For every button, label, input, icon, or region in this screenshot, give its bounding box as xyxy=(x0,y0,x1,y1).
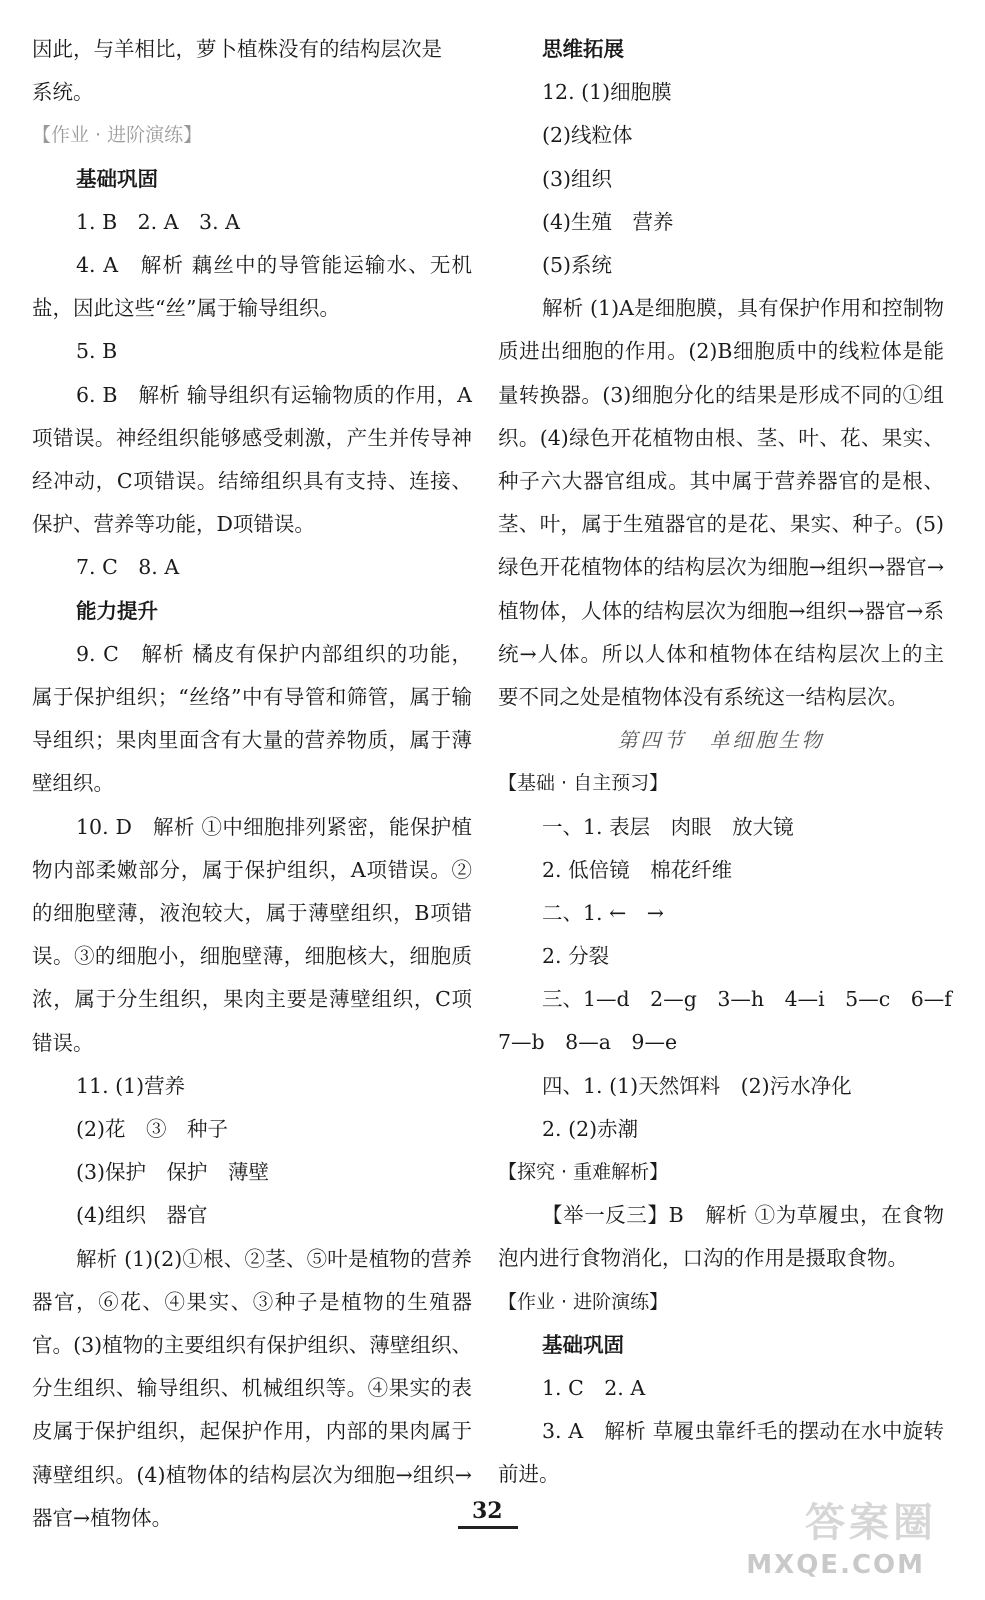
answer-1-2: 1. C 2. A xyxy=(542,1376,646,1400)
answer-12-2: (2)线粒体 xyxy=(542,123,633,148)
watermark-logo: 答案圈 xyxy=(805,1500,937,1546)
answer-11-1: 11. (1)营养 xyxy=(76,1073,186,1098)
preview-line-8: 2. (2)赤潮 xyxy=(542,1116,639,1141)
section-bracket-basic: 【基础 · 自主预习】 xyxy=(498,772,669,795)
section-bracket-explore: 【探究 · 重难解析】 xyxy=(498,1161,669,1184)
section-bracket-homework: 【作业 · 进阶演练】 xyxy=(32,124,203,147)
section-bracket-homework-2: 【作业 · 进阶演练】 xyxy=(498,1290,669,1313)
heading-basic: 基础巩固 xyxy=(76,166,158,191)
preview-line-7: 四、1. (1)天然饵料 (2)污水净化 xyxy=(542,1073,852,1098)
answer-11-2: (2)花 ③ 种子 xyxy=(76,1116,229,1141)
page-number: 32 xyxy=(472,1498,503,1524)
heading-basic-2: 基础巩固 xyxy=(542,1332,624,1357)
answer-6: 6. B 解析 输导组织有运输物质的作用，A项错误。神经组织能够感受刺激，产生并传导神经冲动，C项错误。结缔组织具有支持、连接、保护、营养等功能，D项错误。 xyxy=(32,382,472,537)
answer-1-3: 1. B 2. A 3. A xyxy=(76,209,240,234)
answer-4: 4. A 解析 藕丝中的导管能运输水、无机盐，因此这些“丝”属于输导组织。 xyxy=(32,252,472,321)
preview-line-6: 7—b 8—a 9—e xyxy=(498,1030,678,1055)
preview-line-4: 2. 分裂 xyxy=(542,944,610,969)
right-column xyxy=(498,28,952,1497)
explore-text: 【举一反三】B 解析 ①为草履虫，在食物泡内进行食物消化，口沟的作用是摄取食物。 xyxy=(498,1203,944,1271)
answer-11-analysis: 解析 (1)(2)①根、②茎、⑤叶是植物的营养器官，⑥花、④果实、③种子是植物的生殖器官。(3)植物的主要组织有保护组织、薄壁组织、分生组织、输导组织、机械组织等。④果实的表皮属于保护组织，起保护作用，内部的果肉属于薄壁组织。(4)植物体的结构层次为细胞→组织→器官→植物体。 xyxy=(32,1246,472,1530)
preview-line-1: 一、1. 表层 肉眼 放大镜 xyxy=(542,814,794,839)
intro-line-1: 因此，与羊相比，萝卜植株没有的结构层次是 xyxy=(32,37,442,61)
answer-12-3: (3)组织 xyxy=(542,166,613,191)
left-column xyxy=(32,28,472,1540)
answer-7-8: 7. C 8. A xyxy=(76,555,180,580)
answer-3: 3. A 解析 草履虫靠纤毛的摆动在水中旋转前进。 xyxy=(498,1419,944,1487)
heading-ability: 能力提升 xyxy=(76,598,158,623)
watermark xyxy=(746,1500,965,1588)
intro-line-2: 系统。 xyxy=(32,80,94,105)
watermark-site: MXQE.COM xyxy=(746,1550,925,1580)
answer-5: 5. B xyxy=(76,339,118,364)
answer-11-4: (4)组织 器官 xyxy=(76,1203,208,1228)
preview-line-3: 二、1. ← → xyxy=(542,900,664,925)
answer-10: 10. D 解析 ①中细胞排列紧密，能保护植物内部柔嫩部分，属于保护组织，A项错误。②的细胞壁薄，液泡较大，属于薄壁组织，B项错误。③的细胞小，细胞壁薄，细胞核大，细胞质浓，属于分生组织，果肉主要是薄壁组织，C项错误。 xyxy=(32,814,472,1055)
preview-line-5: 三、1—d 2—g 3—h 4—i 5—c 6—f xyxy=(542,987,952,1012)
section-title: 第四节 单细胞生物 xyxy=(617,728,825,753)
page-number-underline xyxy=(458,1526,518,1529)
answer-9: 9. C 解析 橘皮有保护内部组织的功能，属于保护组织；“丝络”中有导管和筛管，属于输导组织；果肉里面含有大量的营养物质，属于薄壁组织。 xyxy=(32,641,472,796)
answer-11-3: (3)保护 保护 薄壁 xyxy=(76,1160,270,1185)
answer-12-5: (5)系统 xyxy=(542,252,613,277)
answer-12-4: (4)生殖 营养 xyxy=(542,209,674,234)
preview-line-2: 2. 低倍镜 棉花纤维 xyxy=(542,857,733,882)
heading-thinking: 思维拓展 xyxy=(542,37,624,61)
answer-12-analysis: 解析 (1)A是细胞膜，具有保护作用和控制物质进出细胞的作用。(2)B细胞质中的线粒体是能量转换器。(3)细胞分化的结果是形成不同的①组织。(4)绿色开花植物由根、茎、叶、花、果实、种子六大器官组成。其中属于营养器官的是根、茎、叶，属于生殖器官的是花、果实、种子。(5)绿色开花植物体的结构层次为细胞→组织→器官→植物体，人体的结构层次为细胞→组织→器官→系统→人体。所以人体和植物体在结构层次上的主要不同之处是植物体没有系统这一结构层次。 xyxy=(498,296,944,709)
answer-12-1: 12. (1)细胞膜 xyxy=(542,80,672,105)
